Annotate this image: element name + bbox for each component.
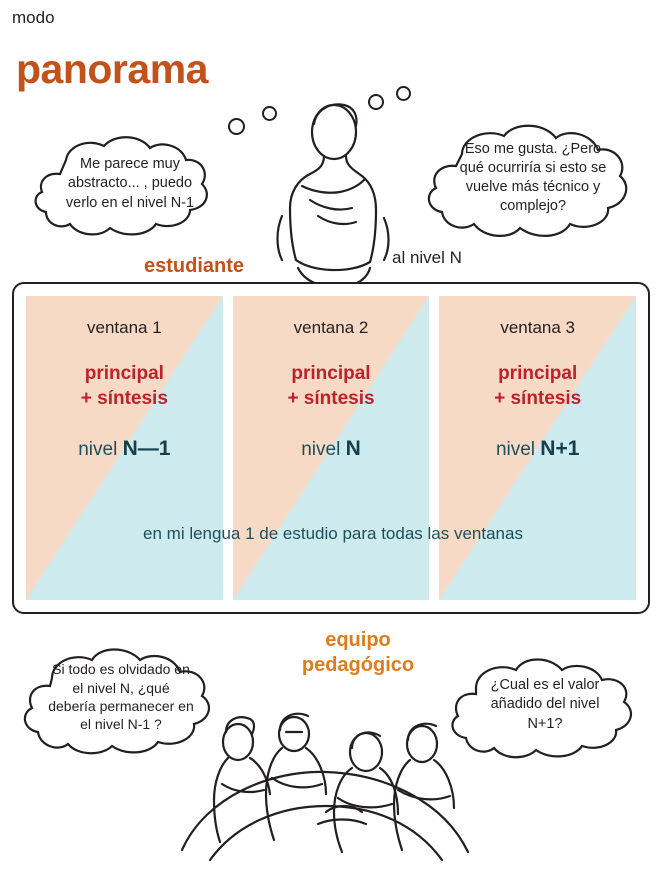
bubble-text-bottom-right: ¿Cual es el valor añadido del nivel N+1? <box>490 677 600 732</box>
student-level-label: al nivel N <box>392 248 462 267</box>
team-role-line1: equipo <box>325 629 391 651</box>
windows-panel <box>12 282 650 614</box>
thought-dot-icon <box>396 86 411 101</box>
panel-footer-note: en mi lengua 1 de estudio para todas las ventanas <box>143 524 523 543</box>
window-title: ventana 3 <box>500 318 576 337</box>
window-main-line2: + síntesis <box>80 387 168 409</box>
thought-dot-icon <box>262 106 277 121</box>
window-level-prefix: nivel <box>301 439 346 461</box>
student-role-label: estudiante <box>144 255 245 277</box>
window-title: ventana 1 <box>86 318 162 337</box>
group-discussion-icon <box>176 700 476 865</box>
thought-dot-icon <box>368 94 384 110</box>
window-level-value: N+1 <box>540 437 580 461</box>
window-main-line1: principal <box>84 363 164 384</box>
bubble-text-bottom-left: Si todo es olvidado en el nivel N, ¿qué debería permanecer en el nivel N-1 ? <box>48 661 194 733</box>
window-title: ventana 2 <box>293 318 369 337</box>
team-role-line2: pedagógico <box>301 654 415 676</box>
thought-cloud-top-left <box>26 128 234 240</box>
window-card-3[interactable] <box>439 296 636 600</box>
mode-label: modo <box>12 8 55 27</box>
window-level-prefix: nivel <box>495 439 541 461</box>
window-card-2[interactable] <box>233 296 430 600</box>
page-title: panorama <box>16 46 208 92</box>
window-level-value: N—1 <box>122 437 171 461</box>
thought-cloud-top-right <box>418 114 648 242</box>
window-level-prefix: nivel <box>78 439 123 461</box>
window-card-1[interactable] <box>26 296 223 600</box>
window-main-line1: principal <box>291 363 371 384</box>
window-main-line2: + síntesis <box>287 387 375 409</box>
window-level-value: N <box>345 437 361 461</box>
team-role-label <box>288 628 428 678</box>
window-main-line2: + síntesis <box>494 387 582 409</box>
bubble-text-top-right: Eso me gusta. ¿Pero qué ocurriría si esto se vuelve más técnico y complejo? <box>459 140 607 215</box>
window-main-line1: principal <box>498 363 578 384</box>
bubble-text-top-left: Me parece muy abstracto... , puedo verlo en el nivel N-1 <box>65 156 195 211</box>
